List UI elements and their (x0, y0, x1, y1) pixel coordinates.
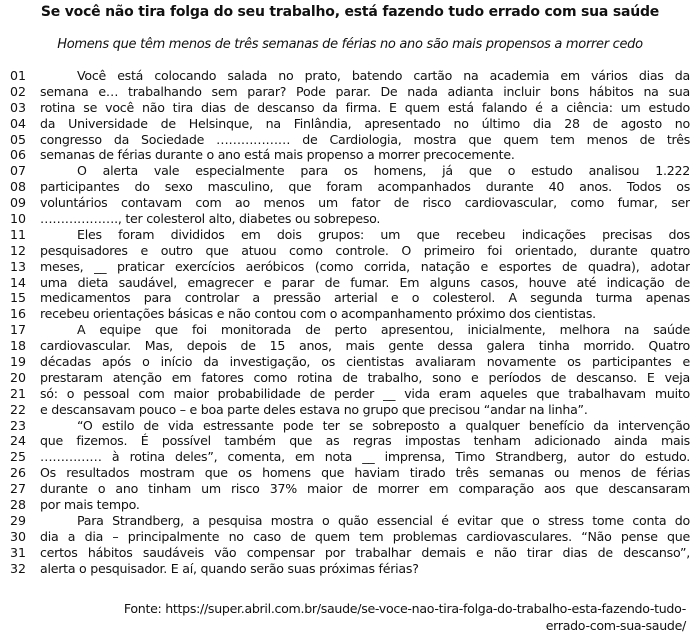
line-number: 10 (10, 211, 27, 227)
line-number: 31 (10, 544, 27, 560)
article-subtitle: Homens que têm menos de três semanas de férias no ano são mais propensos a morrer cedo (57, 37, 643, 52)
line-text: cardiovascular. Mas, depois de 15 anos, mais gente dessa galera tinha morrido. Quatro (40, 338, 690, 354)
line-text: participantes do sexo masculino, que foram acompanhados durante 40 anos. Todos os (40, 179, 690, 195)
line-text: O alerta vale especialmente para os homens, já que o estudo analisou 1.222 (77, 163, 690, 179)
line-number: 24 (10, 433, 27, 449)
text-line (10, 132, 690, 148)
line-number: 06 (10, 147, 27, 163)
text-line (10, 433, 690, 449)
line-text: meses, __ praticar exercícios aeróbicos (como corrida, natação e esportes de quadra), adotar (40, 258, 690, 274)
line-text: pesquisadores e outro que atuou como controle. O primeiro foi orientado, durante quatro (40, 242, 690, 258)
line-text: medicamentos para controlar a pressão arterial e o colesterol. A segunda turma apenas (40, 290, 690, 306)
text-line (10, 84, 690, 100)
text-line (10, 402, 690, 418)
line-number: 05 (10, 131, 27, 147)
text-line (10, 259, 690, 275)
article-title: Se você não tira folga do seu trabalho, está fazendo tudo errado com sua saúde (40, 4, 660, 20)
text-line (10, 545, 690, 561)
text-line (10, 290, 690, 306)
line-text: congresso da Sociedade ……………… de Cardiologia, mostra que quem tem menos de três (40, 131, 690, 147)
text-line (10, 147, 690, 163)
line-text: dia a dia – principalmente no caso de quem tem problemas cardiovasculares. “Não pense que (40, 528, 690, 544)
line-text: só: o pessoal com maior probabilidade de perder __ vida eram aqueles que trabalhavam muito (40, 385, 690, 401)
text-line (10, 418, 690, 434)
text-line (10, 322, 690, 338)
line-number: 20 (10, 369, 27, 385)
line-text: Para Strandberg, a pesquisa mostra o quão essencial é evitar que o stress tome conta do (77, 512, 690, 528)
text-line (10, 370, 690, 386)
text-line (10, 306, 690, 322)
line-number: 22 (10, 401, 27, 417)
text-line (10, 68, 690, 84)
line-number: 08 (10, 179, 27, 195)
text-line (10, 116, 690, 132)
line-number: 09 (10, 195, 27, 211)
line-text: recebeu orientações básicas e não contou com o acompanhamento próximo dos cientistas. (40, 306, 596, 322)
text-line (10, 227, 690, 243)
line-text: que fizemos. É possível também que as regras impostas tenham adicionado ainda mais (40, 433, 690, 449)
line-text: …………… à rotina deles”, comenta, em nota __ imprensa, Timo Strandberg, autor do estudo. (40, 449, 690, 465)
line-text: alerta o pesquisador. E aí, quando serão suas próximas férias? (40, 560, 419, 576)
line-number: 17 (10, 322, 27, 338)
text-line (10, 275, 690, 291)
line-number: 27 (10, 481, 27, 497)
line-number: 02 (10, 83, 27, 99)
line-number: 01 (10, 68, 27, 83)
line-text: A equipe que foi monitorada de perto apresentou, inicialmente, melhora na saúde (77, 322, 690, 338)
text-line (10, 179, 690, 195)
line-text: durante o ano tinham um risco 37% maior de morrer em comparação aos que descansaram (40, 481, 690, 497)
text-line (10, 163, 690, 179)
line-number: 03 (10, 99, 27, 115)
line-number: 12 (10, 242, 27, 258)
line-text: por mais tempo. (40, 497, 140, 513)
source-citation: Fonte: https://super.abril.com.br/saude/se-voce-nao-tira-folga-do-trabalho-esta-fazendo-tudo-errado-com-sua-saude/ (123, 601, 686, 633)
line-text: rotina se você não tira dias de descanso da firma. E quem está falando é a ciência: um estudo (40, 99, 690, 115)
line-number: 26 (10, 465, 27, 481)
line-text: Os resultados mostram que os homens que haviam tirado três semanas ou menos de férias (40, 465, 690, 481)
text-line (10, 386, 690, 402)
line-text: “O estilo de vida estressante pode ter se sobreposto a qualquer benefício da intervenção (77, 417, 690, 433)
line-number: 13 (10, 258, 27, 274)
text-line (10, 243, 690, 259)
line-text: semanas de férias durante o ano está mais propenso a morrer precocemente. (40, 147, 515, 163)
text-line (10, 529, 690, 545)
line-number: 21 (10, 385, 27, 401)
line-text: prestaram atenção em fatores como rotina de trabalho, sono e períodos de descanso. E veja (40, 369, 690, 385)
text-line (10, 513, 690, 529)
line-number: 11 (10, 226, 27, 242)
text-line (10, 338, 690, 354)
line-number: 29 (10, 512, 27, 528)
text-line (10, 481, 690, 497)
text-line (10, 497, 690, 513)
text-line (10, 100, 690, 116)
line-number: 15 (10, 290, 27, 306)
text-line (10, 449, 690, 465)
text-line (10, 195, 690, 211)
line-number: 18 (10, 338, 27, 354)
line-number: 28 (10, 497, 27, 513)
line-text: e descansavam pouco – e boa parte deles estava no grupo que precisou “andar na linha”. (40, 401, 588, 417)
line-number: 23 (10, 417, 27, 433)
line-text: Eles foram divididos em dois grupos: um que recebeu indicações precisas dos (77, 226, 690, 242)
text-line (10, 211, 690, 227)
line-text: certos hábitos saudáveis vão compensar por trabalhar demais e não tirar dias de descanso”, (40, 544, 690, 560)
line-number: 32 (10, 560, 27, 576)
line-number: 16 (10, 306, 27, 322)
line-number: 04 (10, 115, 27, 131)
text-line (10, 465, 690, 481)
line-text: Você está colocando salada no prato, batendo cartão na academia em vários dias da (77, 68, 690, 83)
line-text: voluntários contavam com ao menos um fator de risco cardiovascular, como fumar, ser (40, 195, 690, 211)
line-number: 14 (10, 274, 27, 290)
numbered-text-body (10, 68, 690, 577)
text-line (10, 561, 690, 577)
text-line (10, 354, 690, 370)
line-text: da Universidade de Helsinque, na Finlândia, apresentado no último dia 28 de agosto no (40, 115, 690, 131)
line-text: uma dieta saudável, emagrecer e parar de fumar. Em alguns casos, houve até indicação de (40, 274, 690, 290)
line-text: décadas após o início da investigação, os cientistas avaliaram novamente os participantes e (40, 354, 690, 370)
line-number: 30 (10, 528, 27, 544)
line-number: 19 (10, 354, 27, 370)
line-text: ………………., ter colesterol alto, diabetes ou sobrepeso. (40, 211, 381, 227)
line-text: semana e… trabalhando sem parar? Pode parar. De nada adianta incluir bons hábitos na sua (40, 83, 690, 99)
line-number: 07 (10, 163, 27, 179)
line-number: 25 (10, 449, 27, 465)
